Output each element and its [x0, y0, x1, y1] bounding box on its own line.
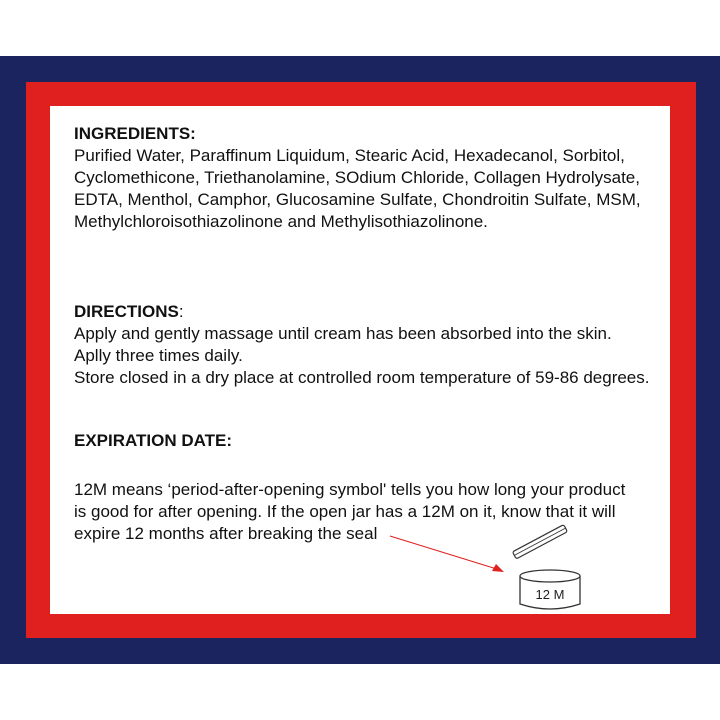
label-panel: [50, 106, 670, 614]
ingredients-heading: INGREDIENTS:: [74, 124, 196, 143]
ingredients-line: EDTA, Menthol, Camphor, Glucosamine Sulfate, Chondroitin Sulfate, MSM,: [74, 190, 641, 209]
directions-line: Apply and gently massage until cream has been absorbed into the skin.: [74, 324, 612, 343]
ingredients-line: Methylchloroisothiazolinone and Methylisothiazolinone.: [74, 212, 488, 231]
expiration-line: expire 12 months after breaking the seal: [74, 524, 378, 543]
ingredients-line: Cyclomethicone, Triethanolamine, SOdium Chloride, Collagen Hydrolysate,: [74, 168, 640, 187]
ingredients-section: [74, 123, 664, 233]
expiration-line: is good for after opening. If the open jar has a 12M on it, know that it will: [74, 502, 616, 521]
directions-line: Aplly three times daily.: [74, 346, 243, 365]
arrow-line: [390, 536, 500, 570]
jar-lid: [512, 525, 567, 559]
directions-line: Store closed in a dry place at controlled room temperature of 59-86 degrees.: [74, 368, 650, 387]
expiration-heading: EXPIRATION DATE:: [74, 431, 233, 450]
directions-section: [74, 301, 664, 389]
directions-heading: DIRECTIONS: [74, 302, 179, 321]
ingredients-line: Purified Water, Paraffinum Liquidum, Stearic Acid, Hexadecanol, Sorbitol,: [74, 146, 625, 165]
expiration-line: 12M means ‘period-after-opening symbol' tells you how long your product: [74, 480, 626, 499]
arrow-head: [492, 564, 504, 572]
open-jar-icon: [380, 518, 640, 614]
jar-label: 12 M: [535, 587, 565, 602]
expiration-heading-block: [74, 430, 664, 452]
directions-colon: :: [178, 302, 184, 321]
